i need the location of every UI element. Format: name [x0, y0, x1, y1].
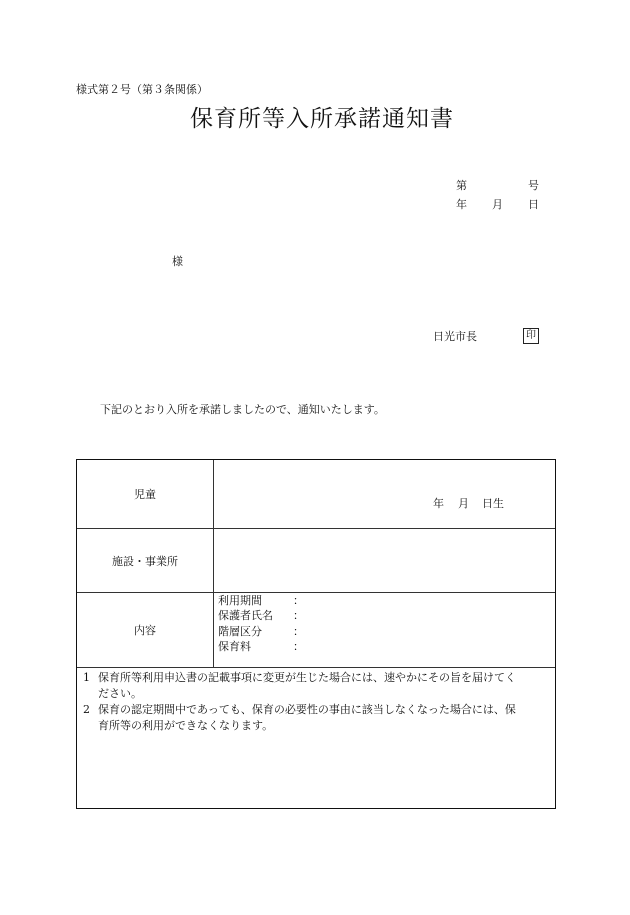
date-month-label: 月	[492, 198, 503, 211]
number-prefix: 第	[456, 179, 467, 192]
number-suffix: 号	[528, 179, 539, 192]
field-colon: ：	[293, 625, 304, 638]
note-item	[83, 670, 551, 702]
seal-mark: 印	[523, 328, 539, 344]
field-usage-period	[218, 595, 304, 606]
field-childcare-fee	[218, 641, 304, 652]
note-number: 2	[83, 703, 90, 716]
info-table	[76, 459, 556, 809]
dob-year-label: 年	[433, 497, 444, 510]
note-text-continued: 育所等の利用ができなくなります。	[98, 719, 274, 732]
field-colon: ：	[293, 609, 304, 622]
content-label: 内容	[134, 624, 156, 637]
note-item	[83, 702, 551, 734]
dob-month-label: 月	[458, 497, 469, 510]
row-divider	[77, 528, 555, 529]
note-number: 1	[83, 671, 90, 684]
note-text: 保育所等利用申込書の記載事項に変更が生じた場合には、速やかにその旨を届けてく	[98, 671, 516, 684]
field-tier-category	[218, 626, 304, 637]
date-day-label: 日	[528, 198, 539, 211]
note-text: 保育の認定期間中であっても、保育の必要性の事由に該当しなくなった場合には、保	[98, 703, 516, 716]
field-label: 保護者氏名	[218, 609, 273, 622]
child-label: 児童	[134, 488, 156, 501]
field-label: 階層区分	[218, 625, 262, 638]
issuer-name: 日光市長	[433, 330, 477, 343]
field-guardian-name	[218, 610, 304, 621]
dob-day-label: 日生	[482, 497, 504, 510]
recipient-honorific: 様	[172, 255, 183, 268]
document-title: 保育所等入所承諾通知書	[190, 106, 454, 132]
field-label: 保育料	[218, 640, 251, 653]
row-divider	[77, 592, 555, 593]
field-colon: ：	[293, 640, 304, 653]
column-divider	[213, 460, 214, 667]
date-year-label: 年	[456, 198, 467, 211]
note-text-continued: ださい。	[98, 687, 142, 700]
field-label: 利用期間	[218, 594, 262, 607]
row-divider	[77, 667, 555, 668]
facility-label: 施設・事業所	[112, 555, 178, 568]
intro-text: 下記のとおり入所を承諾しましたので、通知いたします。	[100, 403, 385, 416]
field-colon: ：	[293, 594, 304, 607]
form-number: 様式第２号（第３条関係）	[76, 83, 208, 96]
